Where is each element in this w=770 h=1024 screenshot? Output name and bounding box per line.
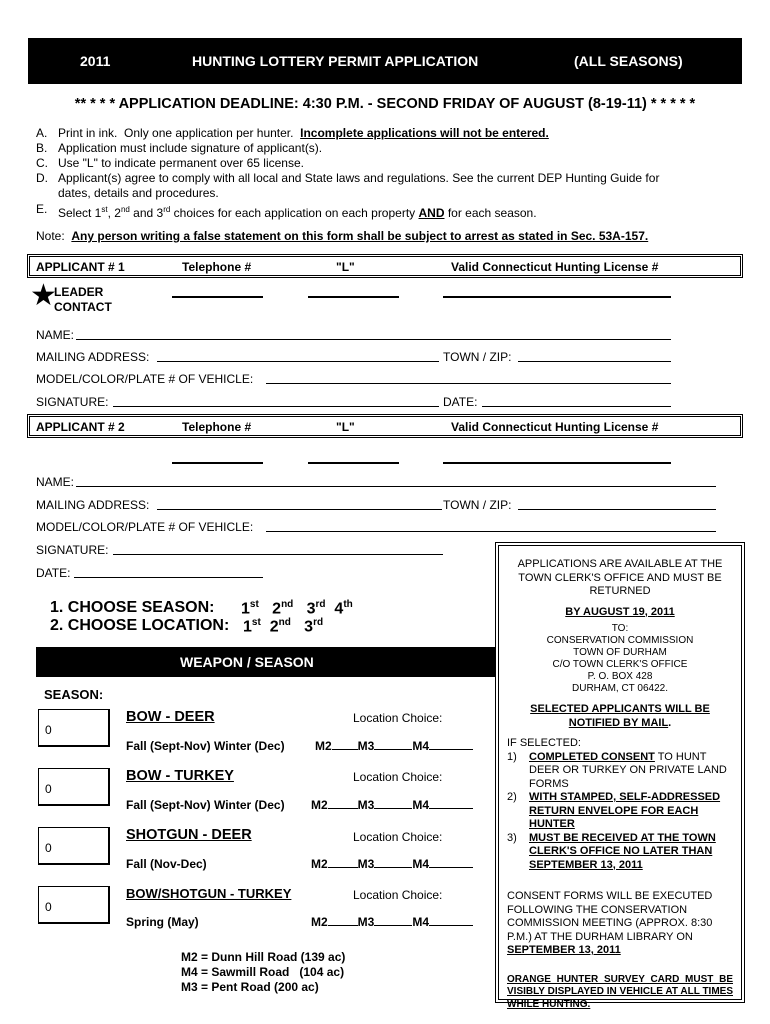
season-label: SEASON: [44,687,104,702]
applicant-1-l-field[interactable] [308,296,399,298]
season-name: BOW/SHOTGUN - TURKEY [126,886,292,901]
season-name: BOW - TURKEY [126,768,234,784]
leader-contact-label: LEADER CONTACT [54,285,112,314]
applicant-2-telephone-field[interactable] [172,462,263,464]
season-input-bow-deer[interactable]: 0 [38,709,110,747]
weapon-season-header: WEAPON / SEASON [36,647,496,677]
location-choice-label: Location Choice: [353,830,443,844]
requirement-3: 3) MUST BE RECEIVED AT THE TOWN CLERK'S OFFICE NO LATER THAN SEPTEMBER 13, 2011 [507,831,716,871]
applicant-2-name-label: NAME: [36,475,75,489]
mailing-address: TO: CONSERVATION COMMISSION TOWN OF DURHAM C/O TOWN CLERK'S OFFICE P. O. BOX 428 DURHAM, CT 06422. [546,623,694,694]
applicant-1-town-label: TOWN / ZIP: [443,350,512,364]
choose-season: 1. CHOOSE SEASON: [50,599,215,616]
applicant-2-date-field[interactable] [74,577,263,578]
m-choices-shotgun-deer[interactable]: M2 M3 M4 [311,857,473,871]
applicant-1-name-field[interactable] [76,339,671,340]
instruction-c: C. Use "L" to indicate permanent over 65 license. [36,156,304,170]
applicant-2-town-field[interactable] [518,509,716,510]
form-year: 2011 [80,53,111,69]
form-header [28,38,742,84]
applicant-2-license-field[interactable] [443,462,671,464]
instruction-b: B. Application must include signature of applicant(s). [36,141,323,155]
location-choice-options[interactable]: 1st 2nd 3rd [243,617,324,636]
applicant-2-date-label: DATE: [36,566,71,580]
season-dates: Spring (May) [126,915,199,929]
applicant-2-signature-field[interactable] [113,554,443,555]
m-choices-bow-deer[interactable]: M2 M3 M4 [315,739,473,753]
applicant-2-signature-label: SIGNATURE: [36,543,109,557]
season-input-bow-shotgun-turkey[interactable]: 0 [38,886,110,924]
location-choice-label: Location Choice: [353,711,443,725]
return-deadline: BY AUGUST 19, 2011 [565,605,675,618]
false-statement-note: Note: Any person writing a false statement on this form shall be subject to arrest as stated in Sec. 53A-157. [36,229,649,243]
location-choice-label: Location Choice: [353,770,443,784]
season-dates: Fall (Sept-Nov) Winter (Dec) [126,798,285,812]
instructions-list [36,126,659,221]
form-scope: (ALL SEASONS) [574,53,683,69]
instruction-d: D. Applicant(s) agree to comply with all local and State laws and regulations. See the current DEP Hunting Guide for [36,171,660,185]
season-input-bow-turkey[interactable]: 0 [38,768,110,806]
star-icon: ★ [30,279,57,312]
season-name: SHOTGUN - DEER [126,827,252,843]
applicant-1-vehicle-label: MODEL/COLOR/PLATE # OF VEHICLE: [36,372,254,386]
applicant-1-date-field[interactable] [482,406,671,407]
info-sidebar [498,545,742,1010]
applicant-1-vehicle-field[interactable] [266,383,671,384]
orange-card-notice: ORANGE HUNTER SURVEY CARD MUST BE VISIBLY DISPLAYED IN VEHICLE AT ALL TIMES WHILE HUNTING. [507,973,733,1010]
season-input-shotgun-deer[interactable]: 0 [38,827,110,865]
season-dates: Fall (Nov-Dec) [126,857,207,871]
season-dates: Fall (Sept-Nov) Winter (Dec) [126,739,285,753]
instruction-e: E. Select 1st, 2nd and 3rd choices for each application on each property AND for each season. [36,202,537,220]
m-choices-bow-shotgun-turkey[interactable]: M2 M3 M4 [311,915,473,929]
applicant-2-l-field[interactable] [308,462,399,464]
requirements-list [507,751,733,873]
instruction-d-cont: dates, details and procedures. [58,186,219,200]
location-legend: M2 = Dunn Hill Road (139 ac) M4 = Sawmill Road (104 ac) M3 = Pent Road (200 ac) [181,950,346,994]
form-title: HUNTING LOTTERY PERMIT APPLICATION [192,53,479,69]
applicant-1-telephone-field[interactable] [172,296,263,298]
availability-text: APPLICATIONS ARE AVAILABLE AT THE TOWN CLERK'S OFFICE AND MUST BE RETURNED [517,558,723,597]
instruction-a: A. Print in ink. Only one application per hunter. Incomplete applications will not be entered. [36,126,549,140]
requirement-2: 2) WITH STAMPED, SELF-ADDRESSED RETURN ENVELOPE FOR EACH HUNTER [507,791,721,830]
applicant-1-mailing-field[interactable] [157,361,439,362]
notification-text: SELECTED APPLICANTS WILL BE NOTIFIED BY MAIL. [530,703,710,729]
consent-forms-text: CONSENT FORMS WILL BE EXECUTED FOLLOWING THE CONSERVATION COMMISSION MEETING (APPROX. 8:30 P.M.) AT THE DURHAM LIBRARY ON SEPTEMBER 13, 2011 [507,890,713,956]
if-selected-label: IF SELECTED: [507,737,581,749]
season-choice-options[interactable]: 1st 2nd 3rd 4th [241,599,353,618]
choose-location: 2. CHOOSE LOCATION: [50,617,230,634]
applicant-1-header: APPLICANT # 1 Telephone # "L" Valid Connecticut Hunting License # [29,256,741,276]
applicant-2-mailing-label: MAILING ADDRESS: [36,498,150,512]
applicant-2-mailing-field[interactable] [157,509,442,510]
applicant-1-town-field[interactable] [518,361,671,362]
applicant-1-signature-label: SIGNATURE: [36,395,109,409]
requirement-1: 1) COMPLETED CONSENT TO HUNT DEER OR TURKEY ON PRIVATE LAND FORMS [507,750,727,790]
applicant-1-mailing-label: MAILING ADDRESS: [36,350,150,364]
application-deadline: ** * * * APPLICATION DEADLINE: 4:30 P.M. - SECOND FRIDAY OF AUGUST (8-19-11) * * * * * [74,96,696,112]
applicant-1-signature-field[interactable] [113,406,439,407]
location-choice-label: Location Choice: [353,888,443,902]
m-choices-bow-turkey[interactable]: M2 M3 M4 [311,798,473,812]
season-name: BOW - DEER [126,709,215,725]
applicant-2-vehicle-field[interactable] [266,531,716,532]
applicant-2-vehicle-label: MODEL/COLOR/PLATE # OF VEHICLE: [36,520,254,534]
applicant-1-name-label: NAME: [36,328,75,342]
applicant-2-name-field[interactable] [76,486,716,487]
applicant-2-header: APPLICANT # 2 Telephone # "L" Valid Connecticut Hunting License # [29,416,741,436]
applicant-1-date-label: DATE: [443,395,478,409]
applicant-1-license-field[interactable] [443,296,671,298]
applicant-2-town-label: TOWN / ZIP: [443,498,512,512]
